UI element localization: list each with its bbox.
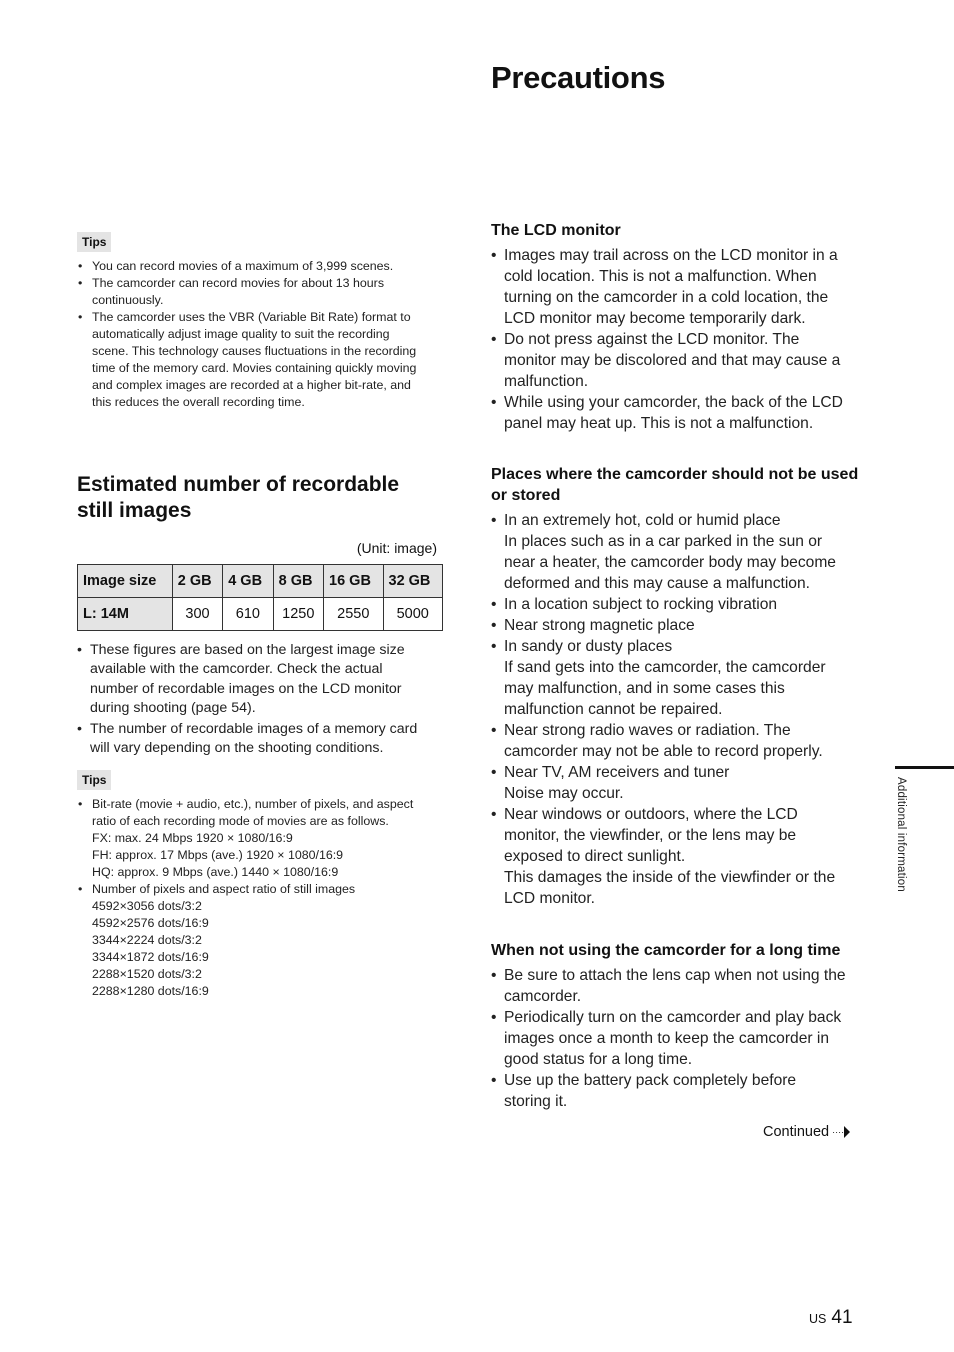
tips-item	[77, 309, 443, 411]
precaution-item	[491, 720, 863, 762]
page-title: Precautions	[491, 60, 666, 95]
tips-item	[77, 258, 443, 275]
precaution-list	[491, 510, 863, 909]
precaution-item	[491, 1070, 863, 1112]
continued-marker	[763, 1124, 850, 1140]
page-prefix: US	[809, 1312, 827, 1326]
tips-block-recording	[77, 232, 443, 411]
precaution-item	[491, 392, 863, 434]
text-line: • These figures are based on the largest image size	[90, 642, 405, 658]
text-line: LCD monitor.	[504, 890, 595, 907]
text-line: malfunction cannot be repaired.	[504, 701, 723, 718]
precaution-item	[491, 636, 863, 720]
precaution-item	[491, 762, 863, 804]
left-column	[77, 232, 443, 1000]
table-header-cell: 8 GB	[273, 565, 323, 598]
text-line: FX: max. 24 Mbps 1920 × 1080/16:9	[92, 830, 293, 845]
unit-label: (Unit: image)	[356, 540, 437, 556]
text-line: and complex images are recorded at a higher bit-rate, and	[92, 378, 411, 392]
tips-label: Tips	[77, 232, 111, 252]
table-header-cell: 4 GB	[223, 565, 273, 598]
text-line: this reduces the overall recording time.	[92, 395, 305, 409]
text-line: • Near TV, AM receivers and tuner	[504, 764, 730, 781]
section-heading: The LCD monitor	[491, 222, 621, 239]
text-line: In places such as in a car parked in the sun or	[504, 533, 823, 550]
table-cell: 300	[172, 598, 222, 631]
text-line: number of recordable images on the LCD monitor	[90, 680, 402, 697]
text-line: If sand gets into the camcorder, the camcorder	[504, 659, 826, 676]
text-line: • Near windows or outdoors, where the LCD	[504, 806, 798, 823]
side-tab-label: Additional information	[895, 777, 907, 892]
text-line: LCD monitor may become temporarily dark.	[504, 310, 806, 327]
table-header-cell: 16 GB	[324, 565, 383, 598]
section-title-recordable-images: Estimated number of recordable still images	[77, 473, 400, 522]
table-row-label: L: 14M	[78, 598, 173, 631]
text-line: • Do not press against the LCD monitor. The	[504, 331, 800, 348]
text-line: time of the memory card. Movies containing quickly moving	[92, 361, 417, 375]
text-line: malfunction.	[504, 373, 589, 390]
text-line: HQ: approx. 9 Mbps (ave.) 1440 × 1080/16:9	[92, 864, 339, 879]
precaution-list	[491, 245, 863, 434]
precaution-item	[491, 245, 863, 329]
text-line: may malfunction, and in some cases this	[504, 680, 785, 697]
page-number	[809, 1307, 853, 1329]
text-line: • The number of recordable images of a memory card	[90, 721, 418, 738]
text-line: available with the camcorder. Check the actual	[90, 661, 383, 678]
text-line: camcorder.	[504, 988, 582, 1005]
text-line: • In a location subject to rocking vibration	[504, 596, 778, 613]
text-line: 4592×3056 dots/3:2	[92, 898, 202, 913]
tips-item	[77, 796, 443, 881]
text-line: continuously.	[92, 293, 164, 307]
table-cell: 1250	[273, 598, 323, 631]
tips-block-specs	[77, 770, 443, 1000]
precaution-item	[491, 965, 863, 1007]
precaution-item	[491, 594, 863, 615]
text-line: • Images may trail across on the LCD monitor in a	[504, 247, 838, 264]
precaution-item	[491, 1007, 863, 1070]
text-line: automatically adjust image quality to suit the recording	[92, 327, 390, 341]
table-header-cell: 2 GB	[172, 565, 222, 598]
precaution-list	[491, 965, 863, 1112]
table-header-cell: 32 GB	[383, 565, 443, 598]
text-line: turning on the camcorder in a cold location, the	[504, 289, 829, 306]
right-column	[491, 220, 863, 1112]
continued-arrow-icon: ····	[832, 1126, 850, 1138]
text-line: • While using your camcorder, the back of the LCD	[504, 394, 843, 411]
table-header-cell: Image size	[78, 565, 173, 598]
precaution-section	[491, 464, 863, 909]
text-line: • Bit-rate (movie + audio, etc.), number of pixels, and aspect	[92, 796, 414, 811]
table-cell: 5000	[383, 598, 443, 631]
precaution-section	[491, 940, 863, 1112]
text-line: storing it.	[504, 1093, 568, 1110]
precaution-item	[491, 804, 863, 909]
text-line: • The camcorder uses the VBR (Variable Bit Rate) format to	[92, 310, 411, 324]
table-header-row	[78, 565, 443, 598]
tips-label: Tips	[77, 770, 111, 790]
note-item	[77, 641, 443, 718]
text-line: cold location. This is not a malfunction. When	[504, 268, 817, 285]
table-row	[78, 598, 443, 631]
text-line: exposed to direct sunlight.	[504, 848, 686, 865]
text-line: FH: approx. 17 Mbps (ave.) 1920 × 1080/16:9	[92, 847, 344, 862]
text-line: 3344×1872 dots/16:9	[92, 949, 209, 964]
tips-list	[77, 796, 443, 1000]
text-line: good status for a long time.	[504, 1051, 693, 1068]
text-line: This damages the inside of the viewfinder or the	[504, 869, 836, 886]
text-line: images once a month to keep the camcorder in	[504, 1030, 830, 1047]
continued-label: Continued	[763, 1124, 830, 1140]
text-line: • In sandy or dusty places	[504, 638, 673, 655]
side-tab-bar	[895, 766, 954, 769]
section-heading: When not using the camcorder for a long time	[491, 942, 841, 959]
page-number-value: 41	[831, 1307, 853, 1328]
note-item	[77, 720, 443, 759]
tips-list	[77, 258, 443, 411]
text-line: 2288×1280 dots/16:9	[92, 983, 209, 998]
precaution-item	[491, 615, 863, 636]
text-line: monitor, the viewfinder, or the lens may be	[504, 827, 797, 844]
recordable-images-table	[77, 564, 443, 631]
notes-list	[77, 641, 443, 759]
table-cell: 2550	[324, 598, 383, 631]
text-line: • Periodically turn on the camcorder and play back	[504, 1009, 842, 1026]
text-line: • Use up the battery pack completely before	[504, 1072, 797, 1089]
section-heading: Places where the camcorder should not be used or stored	[491, 466, 859, 504]
precaution-item	[491, 329, 863, 392]
text-line: 3344×2224 dots/3:2	[92, 932, 202, 947]
precaution-item	[491, 510, 863, 594]
text-line: • Near strong radio waves or radiation. The	[504, 722, 791, 739]
text-line: ratio of each recording mode of movies are as follows.	[92, 813, 389, 828]
text-line: monitor may be discolored and that may cause a	[504, 352, 841, 369]
text-line: • Be sure to attach the lens cap when not using the	[504, 967, 846, 984]
text-line: • Number of pixels and aspect ratio of still images	[92, 881, 356, 896]
text-line: 4592×2576 dots/16:9	[92, 915, 209, 930]
text-line: Noise may occur.	[504, 785, 624, 802]
table-cell: 610	[223, 598, 273, 631]
text-line: will vary depending on the shooting conditions.	[90, 740, 384, 757]
text-line: panel may heat up. This is not a malfunction.	[504, 415, 814, 432]
text-line: 2288×1520 dots/3:2	[92, 966, 202, 981]
text-line: deformed and this may cause a malfunction.	[504, 575, 810, 592]
text-line: near a heater, the camcorder body may become	[504, 554, 836, 571]
text-line: camcorder may not be able to record properly.	[504, 743, 823, 760]
text-line: • In an extremely hot, cold or humid place	[504, 512, 781, 529]
tips-item	[77, 275, 443, 309]
precaution-section	[491, 220, 863, 434]
text-line: • Near strong magnetic place	[504, 617, 695, 634]
text-line: during shooting (page 54).	[90, 699, 256, 716]
tips-item	[77, 881, 443, 1000]
text-line: • You can record movies of a maximum of 3,999 scenes.	[92, 259, 394, 273]
text-line: • The camcorder can record movies for about 13 hours	[92, 276, 385, 290]
text-line: scene. This technology causes fluctuations in the recording	[92, 344, 417, 358]
